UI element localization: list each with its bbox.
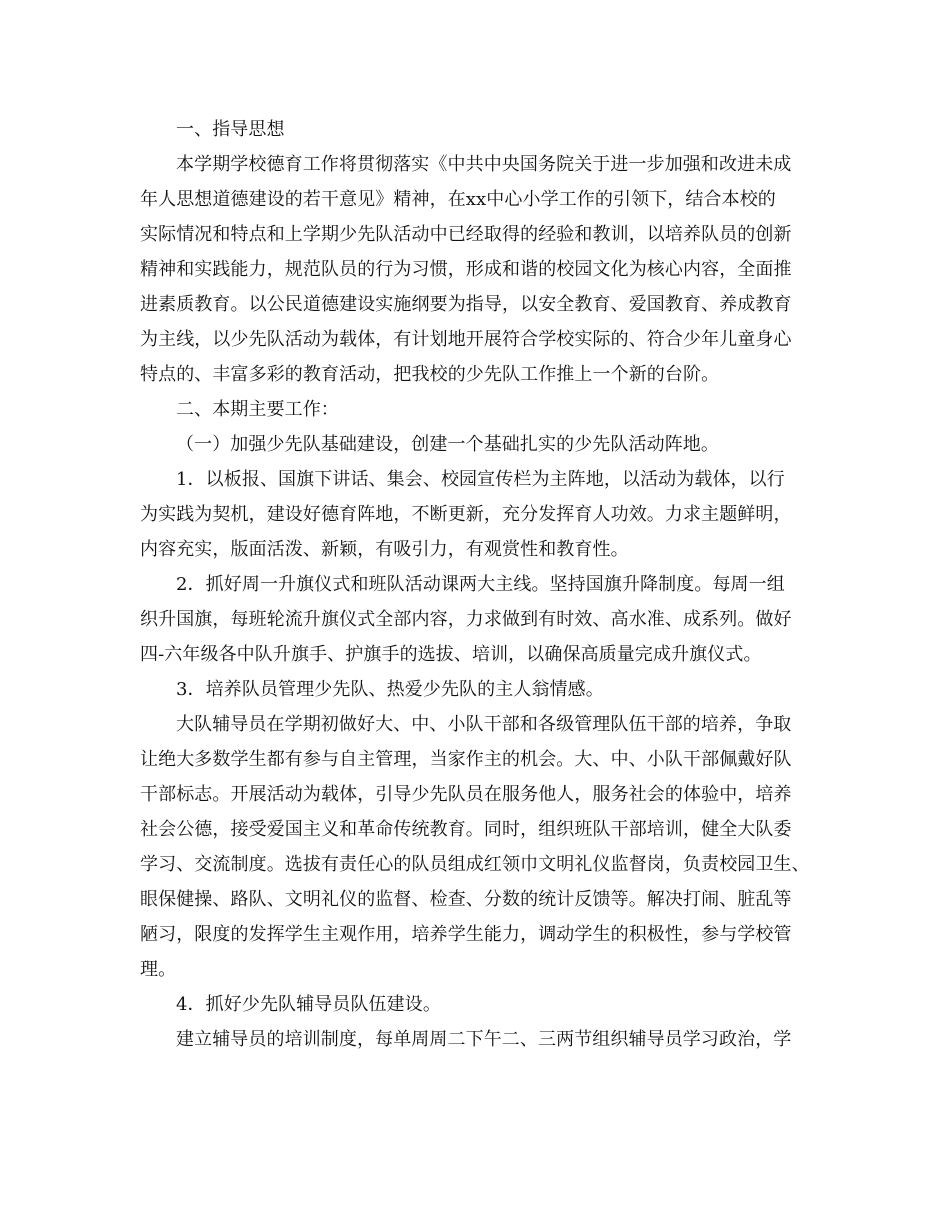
section-heading-guiding-ideology: 一、指导思想 (176, 119, 285, 140)
paragraph-line: 学习、交流制度。选拔有责任心的队员组成红领巾文明礼仪监督岗，负责校园卫生、 (140, 854, 810, 875)
list-item-2: 2．抓好周一升旗仪式和班队活动课两大主线。坚持国旗升降制度。每周一组 (176, 574, 785, 595)
paragraph-line: 为实践为契机，建设好德育阵地，不断更新，充分发挥育人功效。力求主题鲜明， (140, 504, 792, 525)
paragraph-line: 年人思想道德建设的若干意见》精神，在xx中心小学工作的引领下，结合本校的 (140, 189, 776, 210)
subsection-heading: （一）加强少先队基础建设，创建一个基础扎实的少先队活动阵地。 (176, 434, 719, 455)
paragraph-line: 让绝大多数学生都有参与自主管理，当家作主的机会。大、中、小队干部佩戴好队 (140, 749, 792, 770)
paragraph-line: 大队辅导员在学期初做好大、中、小队干部和各级管理队伍干部的培养，争取 (176, 714, 792, 735)
paragraph-line: 四-六年级各中队升旗手、护旗手的选拔、培训，以确保高质量完成升旗仪式。 (140, 644, 762, 665)
list-item-1: 1．以板报、国旗下讲话、集会、校园宣传栏为主阵地，以活动为载体，以行 (176, 469, 785, 490)
paragraph-line: 陋习，限度的发挥学生主观作用，培养学生能力，调动学生的积极性，参与学校管 (140, 924, 792, 945)
paragraph-line: 理。 (140, 959, 177, 980)
paragraph-line: 本学期学校德育工作将贯彻落实《中共中央国务院关于进一步加强和改进未成 (176, 154, 792, 175)
section-heading-main-work: 二、本期主要工作： (176, 399, 339, 420)
paragraph-line: 进素质教育。以公民道德建设实施纲要为指导，以安全教育、爱国教育、养成教育 (140, 294, 792, 315)
paragraph-line: 眼保健操、路队、文明礼仪的监督、检查、分数的统计反馈等。解决打闹、脏乱等 (140, 889, 792, 910)
paragraph-line: 精神和实践能力，规范队员的行为习惯，形成和谐的校园文化为核心内容，全面推 (140, 259, 792, 280)
paragraph-line: 社会公德，接受爱国主义和革命传统教育。同时，组织班队干部培训，健全大队委 (140, 819, 792, 840)
paragraph-line: 干部标志。开展活动为载体，引导少先队员在服务他人，服务社会的体验中，培养 (140, 784, 792, 805)
document-page (140, 112, 820, 1057)
paragraph-line: 特点的、丰富多彩的教育活动，把我校的少先队工作推上一个新的台阶。 (140, 364, 720, 385)
paragraph-line: 为主线，以少先队活动为载体，有计划地开展符合学校实际的、符合少年儿童身心 (140, 329, 792, 350)
paragraph-line: 实际情况和特点和上学期少先队活动中已经取得的经验和教训，以培养队员的创新 (140, 224, 792, 245)
paragraph-line: 内容充实，版面活泼、新颖，有吸引力，有观赏性和教育性。 (140, 539, 629, 560)
paragraph-line: 建立辅导员的培训制度，每单周周二下午二、三两节组织辅导员学习政治，学 (176, 1029, 792, 1050)
list-item-3: 3．培养队员管理少先队、热爱少先队的主人翁情感。 (176, 679, 604, 700)
paragraph-line: 织升国旗，每班轮流升旗仪式全部内容，力求做到有时效、高水准、成系列。做好 (140, 609, 792, 630)
list-item-4: 4．抓好少先队辅导员队伍建设。 (176, 994, 441, 1015)
